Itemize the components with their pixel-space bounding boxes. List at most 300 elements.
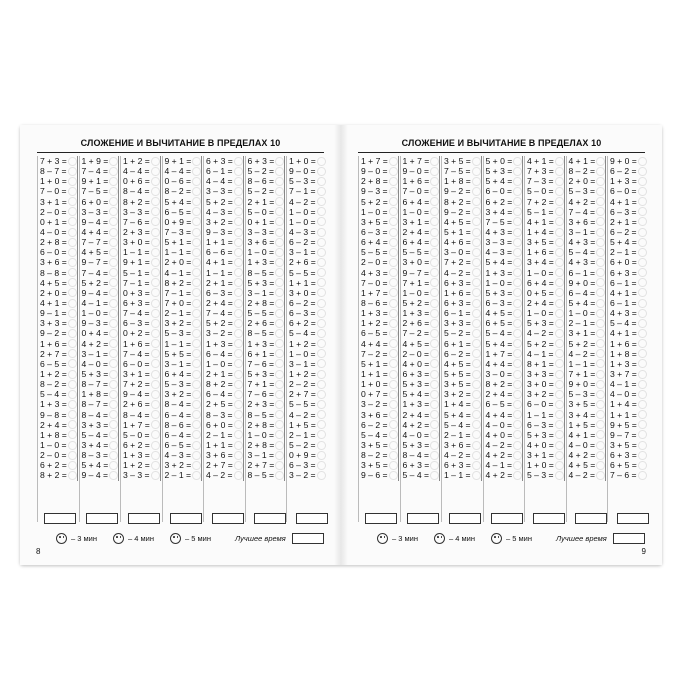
answer-circle[interactable] [472,370,481,379]
answer-circle[interactable] [317,430,326,439]
answer-circle[interactable] [430,441,439,450]
answer-circle[interactable] [472,258,481,267]
answer-circle[interactable] [192,430,201,439]
answer-circle[interactable] [389,329,398,338]
answer-circle[interactable] [472,248,481,257]
answer-circle[interactable] [513,430,522,439]
answer-circle[interactable] [596,461,605,470]
answer-circle[interactable] [109,217,118,226]
answer-circle[interactable] [472,278,481,287]
answer-circle[interactable] [234,197,243,206]
answer-circle[interactable] [472,187,481,196]
answer-circle[interactable] [513,157,522,166]
answer-circle[interactable] [596,207,605,216]
answer-circle[interactable] [192,167,201,176]
answer-circle[interactable] [596,187,605,196]
answer-circle[interactable] [472,299,481,308]
answer-circle[interactable] [275,420,284,429]
answer-circle[interactable] [555,288,564,297]
answer-circle[interactable] [638,258,647,267]
answer-circle[interactable] [555,380,564,389]
answer-circle[interactable] [472,197,481,206]
answer-circle[interactable] [638,217,647,226]
answer-circle[interactable] [430,248,439,257]
answer-circle[interactable] [275,228,284,237]
answer-circle[interactable] [430,167,439,176]
answer-circle[interactable] [317,329,326,338]
answer-circle[interactable] [68,471,77,480]
answer-circle[interactable] [596,451,605,460]
answer-circle[interactable] [555,228,564,237]
answer-circle[interactable] [638,451,647,460]
answer-circle[interactable] [68,157,77,166]
answer-circle[interactable] [151,420,160,429]
answer-circle[interactable] [317,299,326,308]
answer-circle[interactable] [109,430,118,439]
answer-circle[interactable] [430,349,439,358]
answer-circle[interactable] [151,278,160,287]
answer-circle[interactable] [234,339,243,348]
answer-circle[interactable] [430,400,439,409]
answer-circle[interactable] [151,258,160,267]
answer-circle[interactable] [275,359,284,368]
answer-circle[interactable] [151,349,160,358]
answer-circle[interactable] [68,309,77,318]
column-time-box[interactable] [407,513,439,524]
answer-circle[interactable] [430,299,439,308]
answer-circle[interactable] [596,167,605,176]
answer-circle[interactable] [430,430,439,439]
answer-circle[interactable] [234,420,243,429]
answer-circle[interactable] [68,217,77,226]
column-time-box[interactable] [170,513,202,524]
answer-circle[interactable] [275,258,284,267]
answer-circle[interactable] [513,410,522,419]
answer-circle[interactable] [109,329,118,338]
answer-circle[interactable] [513,420,522,429]
answer-circle[interactable] [555,461,564,470]
answer-circle[interactable] [596,420,605,429]
column-time-box[interactable] [365,513,397,524]
answer-circle[interactable] [68,238,77,247]
answer-circle[interactable] [555,410,564,419]
answer-circle[interactable] [151,329,160,338]
answer-circle[interactable] [472,441,481,450]
answer-circle[interactable] [275,390,284,399]
column-time-box[interactable] [44,513,76,524]
answer-circle[interactable] [472,177,481,186]
answer-circle[interactable] [317,207,326,216]
answer-circle[interactable] [192,228,201,237]
answer-circle[interactable] [513,451,522,460]
answer-circle[interactable] [596,370,605,379]
answer-circle[interactable] [472,410,481,419]
answer-circle[interactable] [234,238,243,247]
answer-circle[interactable] [317,390,326,399]
answer-circle[interactable] [275,471,284,480]
answer-circle[interactable] [234,167,243,176]
answer-circle[interactable] [430,197,439,206]
answer-circle[interactable] [192,451,201,460]
answer-circle[interactable] [430,238,439,247]
answer-circle[interactable] [275,451,284,460]
answer-circle[interactable] [109,380,118,389]
answer-circle[interactable] [275,217,284,226]
answer-circle[interactable] [317,157,326,166]
answer-circle[interactable] [596,217,605,226]
answer-circle[interactable] [472,390,481,399]
answer-circle[interactable] [472,400,481,409]
answer-circle[interactable] [430,359,439,368]
answer-circle[interactable] [389,400,398,409]
answer-circle[interactable] [555,359,564,368]
answer-circle[interactable] [317,441,326,450]
answer-circle[interactable] [596,268,605,277]
answer-circle[interactable] [192,390,201,399]
answer-circle[interactable] [638,400,647,409]
answer-circle[interactable] [513,167,522,176]
answer-circle[interactable] [389,471,398,480]
answer-circle[interactable] [234,319,243,328]
answer-circle[interactable] [234,349,243,358]
answer-circle[interactable] [513,309,522,318]
answer-circle[interactable] [275,339,284,348]
answer-circle[interactable] [389,451,398,460]
column-time-box[interactable] [296,513,328,524]
answer-circle[interactable] [275,248,284,257]
answer-circle[interactable] [638,278,647,287]
answer-circle[interactable] [317,197,326,206]
answer-circle[interactable] [151,309,160,318]
answer-circle[interactable] [109,461,118,470]
answer-circle[interactable] [638,441,647,450]
answer-circle[interactable] [68,400,77,409]
answer-circle[interactable] [638,248,647,257]
answer-circle[interactable] [68,380,77,389]
answer-circle[interactable] [555,309,564,318]
answer-circle[interactable] [472,207,481,216]
answer-circle[interactable] [555,299,564,308]
answer-circle[interactable] [389,177,398,186]
answer-circle[interactable] [275,329,284,338]
answer-circle[interactable] [317,471,326,480]
answer-circle[interactable] [596,339,605,348]
answer-circle[interactable] [151,390,160,399]
answer-circle[interactable] [317,410,326,419]
answer-circle[interactable] [234,157,243,166]
answer-circle[interactable] [151,197,160,206]
answer-circle[interactable] [68,359,77,368]
answer-circle[interactable] [638,380,647,389]
answer-circle[interactable] [555,248,564,257]
answer-circle[interactable] [192,207,201,216]
column-time-box[interactable] [491,513,523,524]
answer-circle[interactable] [109,238,118,247]
answer-circle[interactable] [109,187,118,196]
answer-circle[interactable] [472,329,481,338]
answer-circle[interactable] [151,299,160,308]
answer-circle[interactable] [555,329,564,338]
answer-circle[interactable] [317,420,326,429]
answer-circle[interactable] [555,441,564,450]
answer-circle[interactable] [555,319,564,328]
answer-circle[interactable] [151,167,160,176]
answer-circle[interactable] [109,420,118,429]
answer-circle[interactable] [555,390,564,399]
answer-circle[interactable] [472,471,481,480]
answer-circle[interactable] [472,288,481,297]
answer-circle[interactable] [234,329,243,338]
answer-circle[interactable] [151,451,160,460]
answer-circle[interactable] [192,248,201,257]
answer-circle[interactable] [389,228,398,237]
answer-circle[interactable] [275,177,284,186]
answer-circle[interactable] [234,187,243,196]
answer-circle[interactable] [192,471,201,480]
answer-circle[interactable] [513,197,522,206]
answer-circle[interactable] [234,309,243,318]
answer-circle[interactable] [234,390,243,399]
answer-circle[interactable] [555,217,564,226]
answer-circle[interactable] [555,451,564,460]
answer-circle[interactable] [234,228,243,237]
answer-circle[interactable] [430,217,439,226]
answer-circle[interactable] [275,400,284,409]
answer-circle[interactable] [109,299,118,308]
answer-circle[interactable] [638,329,647,338]
answer-circle[interactable] [555,187,564,196]
answer-circle[interactable] [68,410,77,419]
answer-circle[interactable] [109,471,118,480]
answer-circle[interactable] [513,390,522,399]
answer-circle[interactable] [430,329,439,338]
answer-circle[interactable] [317,258,326,267]
answer-circle[interactable] [472,359,481,368]
answer-circle[interactable] [68,228,77,237]
answer-circle[interactable] [68,288,77,297]
answer-circle[interactable] [555,420,564,429]
answer-circle[interactable] [109,390,118,399]
answer-circle[interactable] [389,207,398,216]
answer-circle[interactable] [430,309,439,318]
answer-circle[interactable] [430,187,439,196]
answer-circle[interactable] [596,258,605,267]
answer-circle[interactable] [234,380,243,389]
answer-circle[interactable] [275,380,284,389]
answer-circle[interactable] [151,471,160,480]
answer-circle[interactable] [192,410,201,419]
answer-circle[interactable] [513,461,522,470]
answer-circle[interactable] [513,238,522,247]
answer-circle[interactable] [234,359,243,368]
column-time-box[interactable] [533,513,565,524]
answer-circle[interactable] [151,268,160,277]
answer-circle[interactable] [430,268,439,277]
answer-circle[interactable] [638,207,647,216]
answer-circle[interactable] [596,248,605,257]
answer-circle[interactable] [275,157,284,166]
answer-circle[interactable] [275,430,284,439]
answer-circle[interactable] [513,359,522,368]
answer-circle[interactable] [596,278,605,287]
answer-circle[interactable] [555,177,564,186]
answer-circle[interactable] [389,288,398,297]
answer-circle[interactable] [192,177,201,186]
answer-circle[interactable] [151,461,160,470]
answer-circle[interactable] [317,319,326,328]
answer-circle[interactable] [234,177,243,186]
answer-circle[interactable] [389,299,398,308]
answer-circle[interactable] [275,197,284,206]
answer-circle[interactable] [513,248,522,257]
answer-circle[interactable] [638,319,647,328]
answer-circle[interactable] [430,451,439,460]
answer-circle[interactable] [555,268,564,277]
answer-circle[interactable] [596,197,605,206]
answer-circle[interactable] [389,339,398,348]
answer-circle[interactable] [275,288,284,297]
answer-circle[interactable] [234,410,243,419]
answer-circle[interactable] [109,177,118,186]
answer-circle[interactable] [596,380,605,389]
answer-circle[interactable] [472,461,481,470]
answer-circle[interactable] [555,207,564,216]
answer-circle[interactable] [472,339,481,348]
answer-circle[interactable] [638,359,647,368]
answer-circle[interactable] [151,248,160,257]
answer-circle[interactable] [430,420,439,429]
column-time-box[interactable] [128,513,160,524]
answer-circle[interactable] [192,339,201,348]
answer-circle[interactable] [472,430,481,439]
answer-circle[interactable] [430,380,439,389]
answer-circle[interactable] [151,441,160,450]
answer-circle[interactable] [596,441,605,450]
answer-circle[interactable] [513,471,522,480]
answer-circle[interactable] [430,319,439,328]
answer-circle[interactable] [638,461,647,470]
answer-circle[interactable] [192,400,201,409]
answer-circle[interactable] [109,309,118,318]
answer-circle[interactable] [555,197,564,206]
answer-circle[interactable] [430,461,439,470]
answer-circle[interactable] [638,420,647,429]
answer-circle[interactable] [389,410,398,419]
answer-circle[interactable] [109,248,118,257]
answer-circle[interactable] [192,359,201,368]
answer-circle[interactable] [68,390,77,399]
answer-circle[interactable] [68,420,77,429]
answer-circle[interactable] [513,278,522,287]
answer-circle[interactable] [430,177,439,186]
column-time-box[interactable] [449,513,481,524]
answer-circle[interactable] [234,430,243,439]
answer-circle[interactable] [275,441,284,450]
answer-circle[interactable] [109,197,118,206]
answer-circle[interactable] [109,157,118,166]
answer-circle[interactable] [472,309,481,318]
answer-circle[interactable] [275,349,284,358]
answer-circle[interactable] [389,248,398,257]
answer-circle[interactable] [68,258,77,267]
answer-circle[interactable] [234,207,243,216]
answer-circle[interactable] [389,319,398,328]
answer-circle[interactable] [234,451,243,460]
answer-circle[interactable] [234,400,243,409]
answer-circle[interactable] [513,400,522,409]
answer-circle[interactable] [192,197,201,206]
answer-circle[interactable] [275,309,284,318]
answer-circle[interactable] [68,451,77,460]
answer-circle[interactable] [638,430,647,439]
answer-circle[interactable] [234,288,243,297]
answer-circle[interactable] [192,441,201,450]
answer-circle[interactable] [234,268,243,277]
answer-circle[interactable] [596,157,605,166]
answer-circle[interactable] [151,380,160,389]
answer-circle[interactable] [430,157,439,166]
answer-circle[interactable] [68,268,77,277]
answer-circle[interactable] [192,288,201,297]
answer-circle[interactable] [192,349,201,358]
answer-circle[interactable] [275,410,284,419]
answer-circle[interactable] [234,471,243,480]
answer-circle[interactable] [513,268,522,277]
answer-circle[interactable] [430,339,439,348]
answer-circle[interactable] [513,288,522,297]
answer-circle[interactable] [513,207,522,216]
answer-circle[interactable] [389,370,398,379]
answer-circle[interactable] [596,359,605,368]
best-time-box[interactable] [613,533,645,544]
answer-circle[interactable] [317,248,326,257]
answer-circle[interactable] [472,157,481,166]
answer-circle[interactable] [275,268,284,277]
answer-circle[interactable] [430,471,439,480]
answer-circle[interactable] [192,299,201,308]
answer-circle[interactable] [596,410,605,419]
answer-circle[interactable] [275,299,284,308]
answer-circle[interactable] [109,258,118,267]
answer-circle[interactable] [555,157,564,166]
answer-circle[interactable] [151,359,160,368]
answer-circle[interactable] [389,268,398,277]
answer-circle[interactable] [389,278,398,287]
answer-circle[interactable] [389,167,398,176]
answer-circle[interactable] [389,461,398,470]
answer-circle[interactable] [513,329,522,338]
answer-circle[interactable] [430,258,439,267]
answer-circle[interactable] [389,217,398,226]
answer-circle[interactable] [596,177,605,186]
answer-circle[interactable] [389,380,398,389]
answer-circle[interactable] [68,339,77,348]
answer-circle[interactable] [275,187,284,196]
answer-circle[interactable] [389,238,398,247]
answer-circle[interactable] [638,268,647,277]
answer-circle[interactable] [68,299,77,308]
answer-circle[interactable] [638,299,647,308]
answer-circle[interactable] [430,410,439,419]
answer-circle[interactable] [234,258,243,267]
answer-circle[interactable] [234,278,243,287]
answer-circle[interactable] [317,380,326,389]
answer-circle[interactable] [68,197,77,206]
answer-circle[interactable] [596,430,605,439]
answer-circle[interactable] [513,187,522,196]
answer-circle[interactable] [109,207,118,216]
answer-circle[interactable] [389,157,398,166]
